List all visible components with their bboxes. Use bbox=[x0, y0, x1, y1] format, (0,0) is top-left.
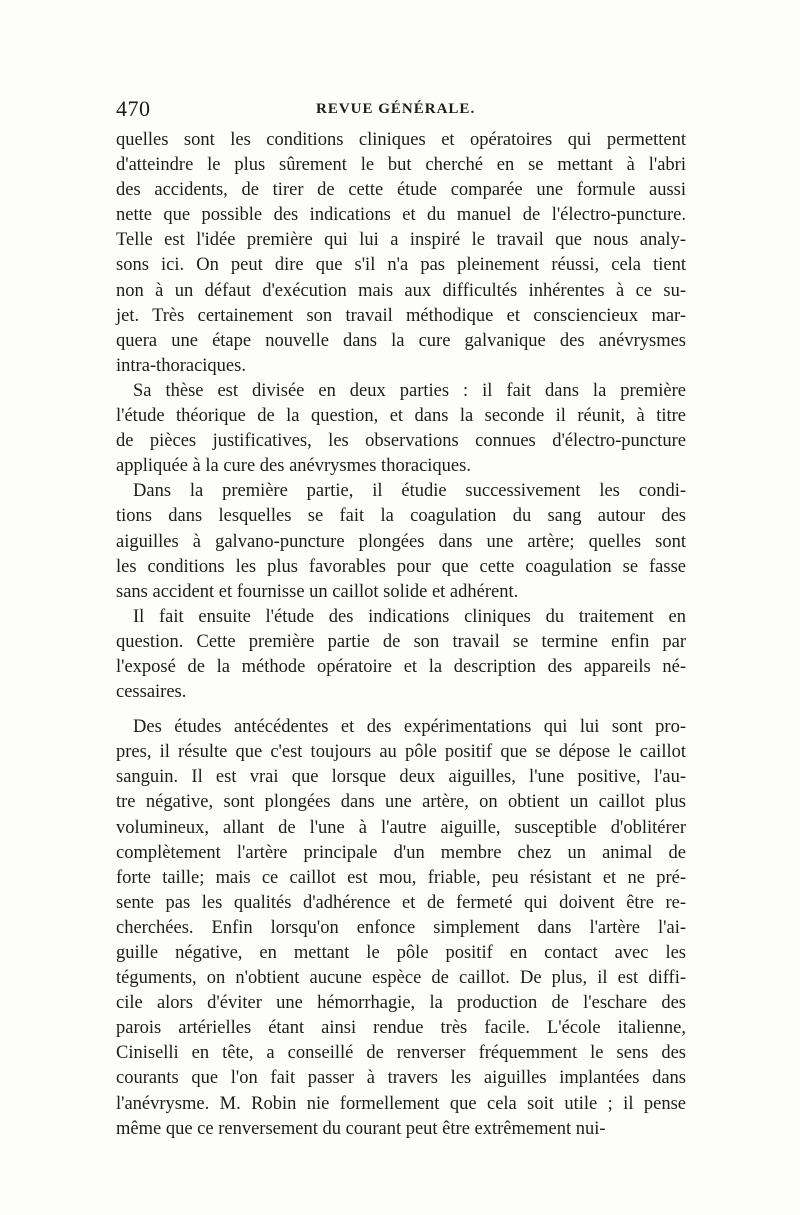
text-line: tions dans lesquelles se fait la coagulation du sang autour des bbox=[116, 506, 686, 527]
page-header bbox=[116, 96, 686, 124]
paragraph bbox=[116, 605, 686, 705]
paragraph bbox=[116, 128, 686, 379]
text-line: Sa thèse est divisée en deux parties : il fait dans la première bbox=[133, 380, 686, 401]
text-line: aiguilles à galvano-puncture plongées dans une artère; quelles sont bbox=[116, 531, 686, 552]
paragraph bbox=[116, 479, 686, 604]
text-line: l'exposé de la méthode opératoire et la description des appareils né- bbox=[116, 656, 686, 677]
text-line: sons ici. On peut dire que s'il n'a pas pleinement réussi, cela tient bbox=[116, 255, 686, 276]
text-line: cherchées. Enfin lorsqu'on enfonce simplement dans l'artère l'ai- bbox=[116, 917, 686, 938]
text-line: téguments, on n'obtient aucune espèce de caillot. De plus, il est diffi- bbox=[116, 968, 686, 989]
text-line: nette que possible des indications et du manuel de l'électro-puncture. bbox=[116, 205, 686, 226]
text-line: Dans la première partie, il étudie successivement les condi- bbox=[133, 481, 686, 502]
text-line: Ciniselli en tête, a conseillé de renverser fréquemment le sens des bbox=[116, 1043, 686, 1064]
text-line: jet. Très certainement son travail méthodique et consciencieux mar- bbox=[116, 305, 686, 326]
text-line: question. Cette première partie de son travail se termine enfin par bbox=[116, 631, 686, 652]
paragraph bbox=[116, 379, 686, 479]
text-line: courants que l'on fait passer à travers les aiguilles implantées dans bbox=[116, 1068, 686, 1089]
page-number: 470 bbox=[116, 96, 151, 121]
paragraph bbox=[116, 715, 686, 1142]
text-line: appliquée à la cure des anévrysmes thoraciques. bbox=[116, 456, 471, 477]
text-line: même que ce renversement du courant peut être extrêmement nui- bbox=[116, 1118, 606, 1139]
text-line: d'atteindre le plus sûrement le but cherché en se mettant à l'abri bbox=[116, 155, 686, 176]
text-line: intra-thoraciques. bbox=[116, 355, 246, 376]
text-line: des accidents, de tirer de cette étude comparée une formule aussi bbox=[116, 180, 686, 201]
text-line: quera une étape nouvelle dans la cure galvanique des anévrysmes bbox=[116, 330, 686, 351]
text-line: volumineux, allant de l'une à l'autre aiguille, susceptible d'oblitérer bbox=[116, 817, 686, 838]
text-line: non à un défaut d'exécution mais aux difficultés inhérentes à ce su- bbox=[116, 280, 686, 301]
text-line: Il fait ensuite l'étude des indications cliniques du traitement en bbox=[133, 606, 686, 627]
text-line: parois artérielles étant ainsi rendue très facile. L'école italienne, bbox=[116, 1018, 686, 1039]
text-line: sente pas les qualités d'adhérence et de fermeté qui doivent être re- bbox=[116, 892, 686, 913]
text-line: Des études antécédentes et des expérimentations qui lui sont pro- bbox=[133, 717, 686, 738]
running-head: REVUE GÉNÉRALE. bbox=[316, 101, 476, 117]
text-line: sans accident et fournisse un caillot solide et adhérent. bbox=[116, 581, 519, 602]
body-text bbox=[116, 128, 686, 1142]
text-line: tre négative, sont plongées dans une artère, on obtient un caillot plus bbox=[116, 792, 686, 813]
text-line: Telle est l'idée première qui lui a inspiré le travail que nous analy- bbox=[116, 230, 686, 251]
text-line: de pièces justificatives, les observations connues d'électro-puncture bbox=[116, 431, 686, 452]
text-line: sanguin. Il est vrai que lorsque deux aiguilles, l'une positive, l'au- bbox=[116, 767, 686, 788]
text-line: l'étude théorique de la question, et dans la seconde il réunit, à titre bbox=[116, 406, 686, 427]
text-line: forte taille; mais ce caillot est mou, friable, peu résistant et ne pré- bbox=[116, 867, 686, 888]
text-line: cessaires. bbox=[116, 682, 187, 703]
text-line: les conditions les plus favorables pour que cette coagulation se fasse bbox=[116, 556, 686, 577]
text-line: quelles sont les conditions cliniques et opératoires qui permettent bbox=[116, 130, 686, 150]
text-line: cile alors d'éviter une hémorrhagie, la production de l'eschare des bbox=[116, 993, 686, 1014]
text-line: guille négative, en mettant le pôle positif en contact avec les bbox=[116, 943, 686, 963]
text-line: complètement l'artère principale d'un membre chez un animal de bbox=[116, 842, 686, 863]
text-line: l'anévrysme. M. Robin nie formellement que cela soit utile ; il pense bbox=[116, 1093, 686, 1114]
text-line: pres, il résulte que c'est toujours au pôle positif que se dépose le caillot bbox=[116, 742, 686, 763]
